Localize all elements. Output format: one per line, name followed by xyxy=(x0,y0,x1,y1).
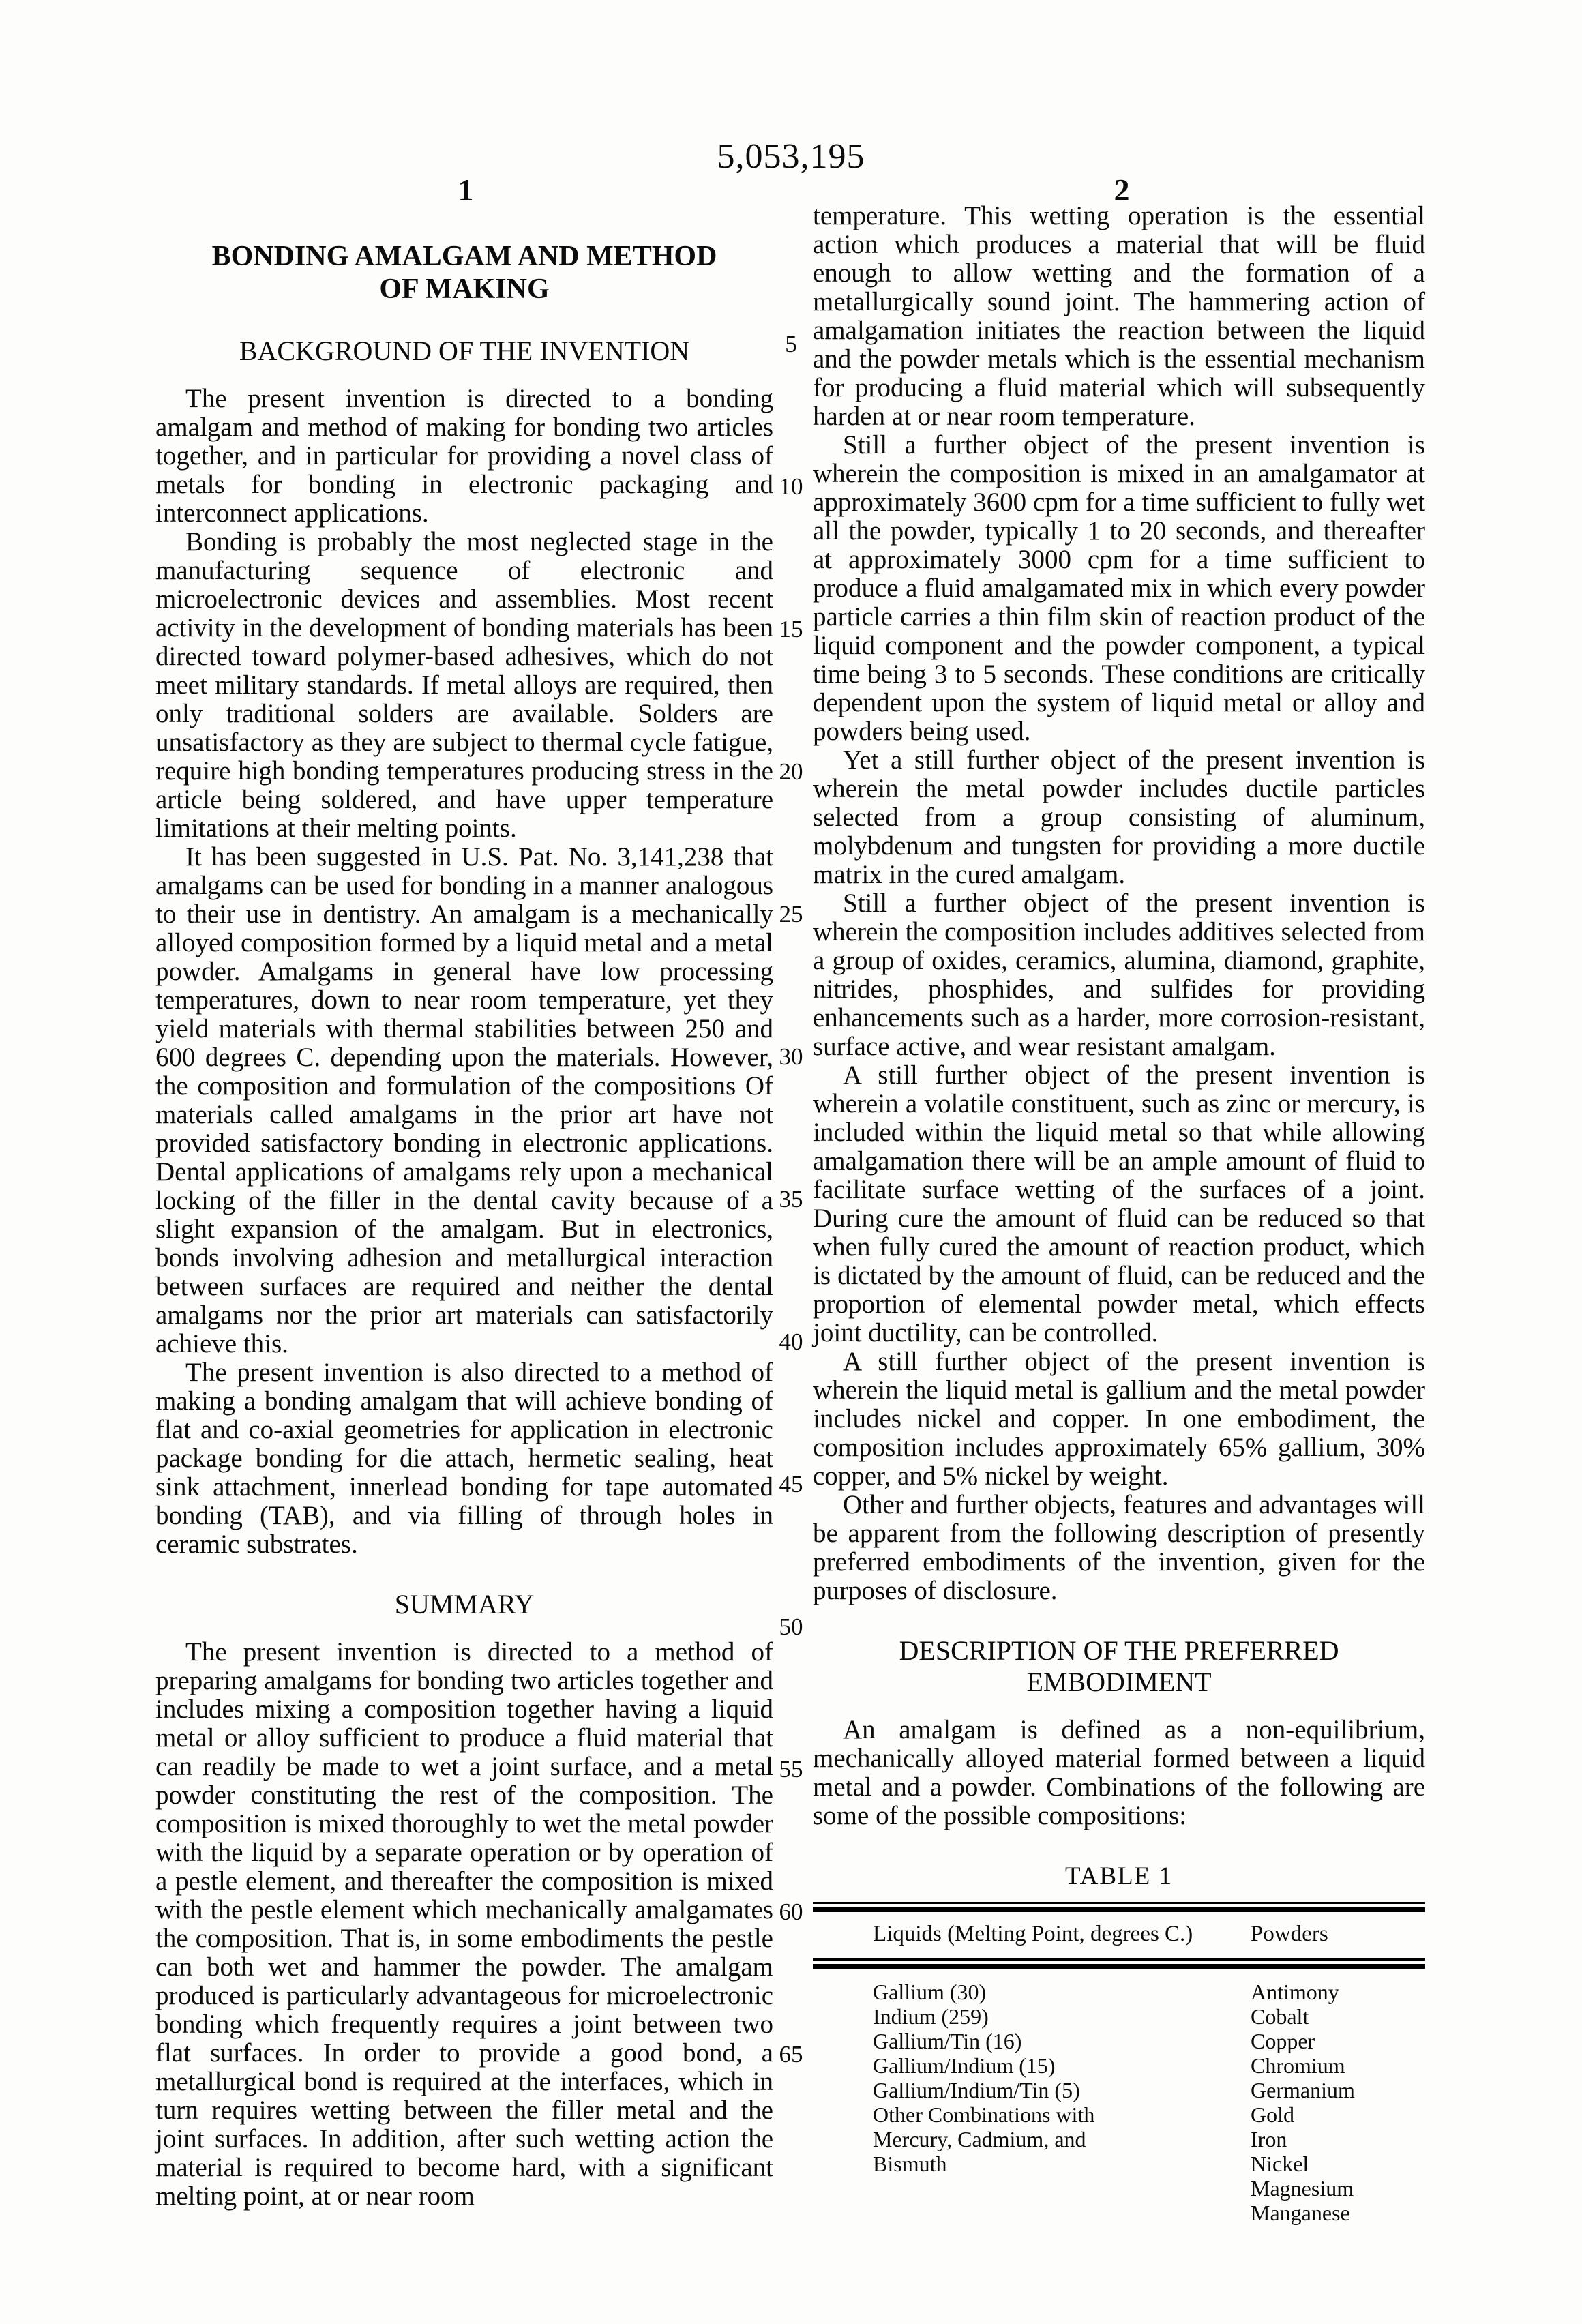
paragraph: Still a further object of the present invention is wherein the composition is mixed in an amalgamator at approximately 3600 cpm for a time sufficient to fully wet all the powder, typically 1 to 20 seconds, and thereafter at approximately 3000 cpm for a time sufficient to produce a fluid amalgamated mix in which every powder particle carries a thin film skin of reaction product of the liquid component and the powder component, a typical time being 3 to 5 seconds. These conditions are critically dependent upon the system of liquid metal or alloy and powders being used. xyxy=(813,430,1425,746)
paragraph: Yet a still further object of the present invention is wherein the metal powder includes ductile particles selected from a group consisting of aluminum, molybdenum and tungsten for providing a more ductile matrix in the cured amalgam. xyxy=(813,745,1425,889)
table-cell-liquid: Gallium/Tin (16) xyxy=(873,2029,1022,2053)
right-paragraphs-after xyxy=(813,1716,1425,1830)
table-cell-powder: Gold xyxy=(1251,2102,1294,2127)
right-column xyxy=(813,202,1425,2239)
line-number: 60 xyxy=(779,1898,803,1925)
table-body xyxy=(813,1969,1425,2239)
table-top-rule-thick xyxy=(813,1907,1425,1912)
table-cell-powder: Copper xyxy=(1251,2029,1315,2053)
line-number: 35 xyxy=(779,1186,803,1212)
table-cell-powder: Antimony xyxy=(1251,1980,1339,2004)
paragraph: The present invention is directed to a method of preparing amalgams for bonding two articles together and includes mixing a composition together having a liquid metal or alloy sufficient to produce a fluid material that can readily be made to wet a joint surface, and a metal powder constituting the rest of the composition. The composition is mixed thoroughly to wet the metal powder with the liquid by a separate operation or by operation of a pestle element, and thereafter the composition is mixed with the pestle element which mechanically amalgamates the composition. That is, in some embodiments the pestle can both wet and hammer the powder. The amalgam produced is particularly advantageous for microelectronic bonding which frequently requires a joint between two flat surfaces. In order to provide a good bond, a metallurgical bond is required at the interfaces, which in turn requires wetting between the filler metal and the joint surfaces. In addition, after such wetting action the material is required to become hard, with a significant melting point, at or near room xyxy=(155,1637,773,2211)
line-number: 20 xyxy=(779,758,803,785)
table-header-powders: Powders xyxy=(1251,1922,1328,1946)
table-mid-rule-thick xyxy=(813,1964,1425,1969)
paragraph: Still a further object of the present invention is wherein the composition includes additives selected from a group of oxides, ceramics, alumina, diamond, graphite, nitrides, phosphides, and sulfides for providing enhancements such as a harder, more corrosion-resistant, surface active, and wear resistant amalgam. xyxy=(813,889,1425,1061)
table-caption: TABLE 1 xyxy=(1065,1862,1173,1890)
paragraph: Other and further objects, features and advantages will be apparent from the following description of presently preferred embodiments of the invention, given for the purposes of disclosure. xyxy=(813,1490,1425,1605)
table-header-row xyxy=(813,1912,1425,1958)
left-column xyxy=(155,240,773,2211)
line-number: 30 xyxy=(779,1043,803,1070)
invention-title: BONDING AMALGAM AND METHOD OF MAKING xyxy=(211,241,717,305)
table-1 xyxy=(813,1902,1425,2239)
table-cell-powder: Nickel xyxy=(1251,2151,1309,2176)
table-cell-liquid: Indium (259) xyxy=(873,2004,989,2029)
table-cell-powder: Chromium xyxy=(1251,2053,1345,2078)
line-number: 65 xyxy=(779,2041,803,2068)
paragraph: Bonding is probably the most neglected stage in the manufacturing sequence of electronic and microelectronic devices and assemblies. Most recent activity in the development of bonding materials has been directed toward polymer-based adhesives, which do not meet military standards. If metal alloys are required, then only traditional solders are available. Solders are unsatisfactory as they are subject to thermal cycle fatigue, require high bonding temperatures producing stress in the article being soldered, and have upper temperature limitations at their melting points. xyxy=(155,527,773,843)
table-cell-powder: Cobalt xyxy=(1251,2004,1309,2029)
line-number: 50 xyxy=(779,1613,803,1640)
right-column-number: 2 xyxy=(1114,173,1130,207)
table-header-liquids: Liquids (Melting Point, degrees C.) xyxy=(873,1922,1193,1946)
section-heading: SUMMARY xyxy=(394,1589,535,1620)
section-heading-description: DESCRIPTION OF THE PREFERRED EMBODIMENT xyxy=(899,1635,1339,1697)
paragraph: A still further object of the present invention is wherein a volatile constituent, such as zinc or mercury, is included within the liquid metal so that while allowing amalgamation there will be an ample amount of fluid to facilitate surface wetting of the surfaces of a joint. During cure the amount of fluid can be reduced so that when fully cured the amount of reaction product, which is dictated by the amount of fluid, can be reduced and the proportion of elemental powder metal, which effects joint ductility, can be controlled. xyxy=(813,1060,1425,1347)
line-number: 15 xyxy=(779,616,803,642)
line-number: 40 xyxy=(779,1328,803,1355)
table-cell-liquid: Gallium/Indium/Tin (5) xyxy=(873,2078,1080,2102)
left-column-number: 1 xyxy=(458,173,474,207)
paragraph: The present invention is also directed to a method of making a bonding amalgam that will achieve bonding of flat and co-axial geometries for application in electronic package bonding for die attach, hermetic sealing, heat sink attachment, innerlead bonding for tape automated bonding (TAB), and via filling of through holes in ceramic substrates. xyxy=(155,1358,773,1559)
paragraph: An amalgam is defined as a non-equilibrium, mechanically alloyed material formed between a liquid metal and a powder. Combinations of the following are some of the possible compositions: xyxy=(813,1715,1425,1830)
section-heading: BACKGROUND OF THE INVENTION xyxy=(239,336,690,366)
table-cell-liquid: Other Combinations with xyxy=(873,2102,1095,2127)
paragraph: It has been suggested in U.S. Pat. No. 3,141,238 that amalgams can be used for bonding in a manner analogous to their use in dentistry. An amalgam is a mechanically alloyed composition formed by a liquid metal and a metal powder. Amalgams in general have low processing temperatures, down to near room temperature, yet they yield materials with thermal stabilities between 250 and 600 degrees C. depending upon the materials. However, the composition and formulation of the compositions Of materials called amalgams in the prior art have not provided satisfactory bonding in electronic applications. Dental applications of amalgams rely upon a mechanical locking of the filler in the dental cavity because of a slight expansion of the amalgam. But in electronics, bonds involving adhesion and metallurgical interaction between surfaces are required and neither the dental amalgams nor the prior art materials can satisfactorily achieve this. xyxy=(155,842,773,1358)
paragraph: temperature. This wetting operation is the essential action which produces a material that will be fluid enough to allow wetting and the formation of a metallurgically sound joint. The hammering action of amalgamation initiates the reaction between the liquid and the powder metals which is the essential mechanism for producing a fluid material which will subsequently harden at or near room temperature. xyxy=(813,201,1425,431)
paragraph: The present invention is directed to a bonding amalgam and method of making for bonding two articles together, and in particular for providing a novel class of metals for bonding in electronic packaging and interconnect applications. xyxy=(155,384,773,528)
line-number: 10 xyxy=(779,473,803,500)
table-cell-liquid: Gallium/Indium (15) xyxy=(873,2053,1056,2078)
paragraph: A still further object of the present invention is wherein the liquid metal is gallium and the metal powder includes nickel and copper. In one embodiment, the composition includes approximately 65% gallium, 30% copper, and 5% nickel by weight. xyxy=(813,1347,1425,1491)
line-number: 55 xyxy=(779,1756,803,1783)
table-cell-powder: Iron xyxy=(1251,2127,1287,2151)
line-number: 25 xyxy=(779,901,803,927)
table-col-powders xyxy=(1251,1980,1355,2225)
line-number: 45 xyxy=(779,1471,803,1498)
right-paragraphs-top xyxy=(813,202,1425,1605)
table-cell-liquid: Gallium (30) xyxy=(873,1980,987,2004)
table-cell-powder: Magnesium xyxy=(1251,2176,1354,2201)
table-cell-powder: Germanium xyxy=(1251,2078,1355,2102)
left-sections xyxy=(155,336,773,2211)
table-cell-powder: Manganese xyxy=(1251,2201,1350,2225)
table-cell-liquid: Bismuth xyxy=(873,2151,947,2176)
table-cell-liquid: Mercury, Cadmium, and xyxy=(873,2127,1086,2151)
line-number: 5 xyxy=(785,331,797,357)
patent-number: 5,053,195 xyxy=(717,137,865,176)
